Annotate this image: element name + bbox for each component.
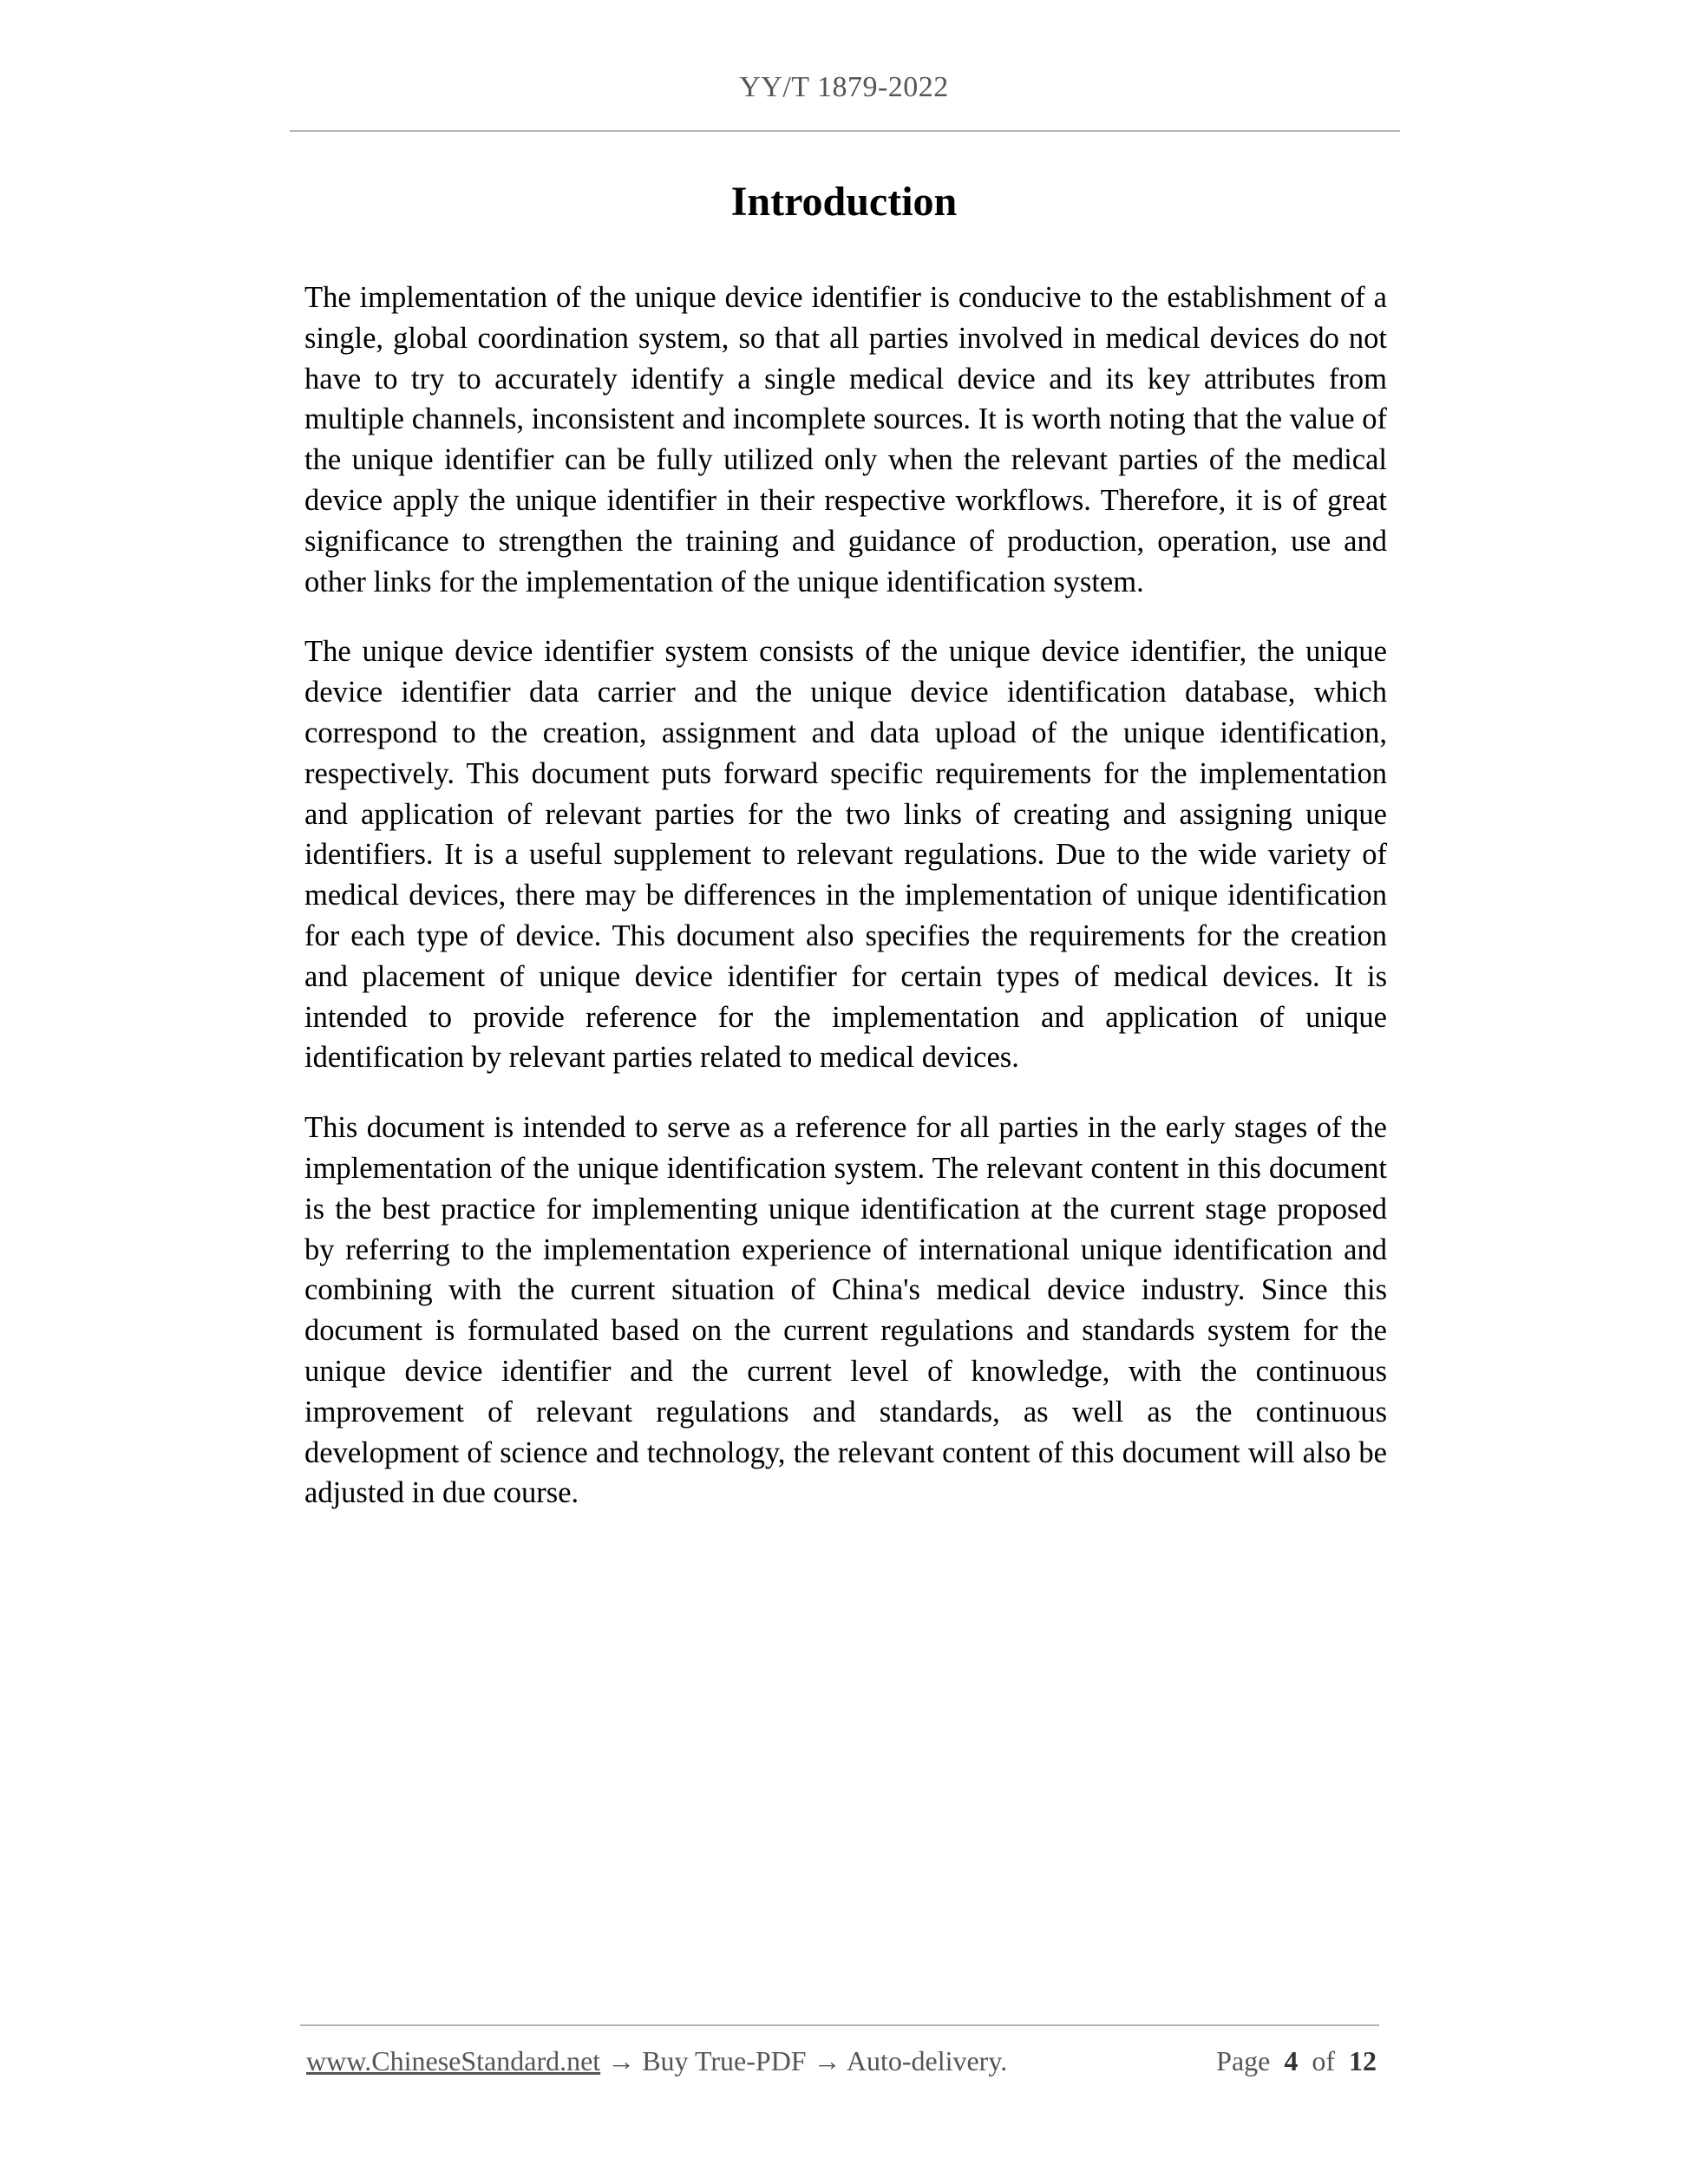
footer-promo: [306, 2045, 1007, 2077]
total-pages-number: 12: [1349, 2045, 1377, 2076]
paragraph-3: This document is intended to serve as a reference for all parties in the early stages of the implementation of the unique identification system. The relevant content in this document is the best practice for implementing unique identification at the current stage proposed by referring to the implementation experience of international unique identification and combining with the current situation of China's medical device industry. Since this document is formulated based on the current regulations and standards system for the unique device identifier and the current level of knowledge, with the continuous improvement of relevant regulations and standards, as well as the continuous development of science and technology, the relevant content of this document will also be adjusted in due course.: [304, 1111, 1387, 1510]
arrow-right-icon: →: [607, 2045, 636, 2076]
section-title: Introduction: [730, 179, 958, 225]
current-page-number: 4: [1284, 2045, 1299, 2076]
page-label: Page: [1216, 2045, 1271, 2076]
paragraph-2: The unique device identifier system consists of the unique device identifier, the unique device identifier data carrier and the unique device identification database, which correspond to the creation, assignment and data upload of the unique identification, respectively. This document puts forward specific requirements for the implementation and application of relevant parties for the two links of creating and assigning unique identifiers. It is a useful supplement to relevant regulations. Due to the wide variety of medical devices, there may be differences in the implementation of unique identification for each type of device. This document also specifies the requirements for the creation and placement of unique device identifier for certain types of medical devices. It is intended to provide reference for the implementation and application of unique identification by relevant parties related to medical devices.: [304, 635, 1387, 1075]
paragraph-1: The implementation of the unique device identifier is conducive to the establishment of a single, global coordination system, so that all parties involved in medical devices do not have to try to accurately identify a single medical device and its key attributes from multiple channels, inconsistent and incomplete sources. It is worth noting that the value of the unique identifier can be fully utilized only when the relevant parties of the medical device apply the unique identifier in their respective workflows. Therefore, it is of great significance to strengthen the training and guidance of production, operation, use and other links for the implementation of the unique identification system.: [304, 281, 1387, 598]
buy-pdf-text: Buy True-PDF: [642, 2045, 807, 2076]
of-label: of: [1312, 2045, 1335, 2076]
auto-delivery-text: Auto-delivery.: [846, 2045, 1008, 2076]
page-indicator: [1216, 2045, 1377, 2077]
footer-divider: [300, 2024, 1379, 2026]
header-divider: [290, 130, 1400, 132]
chinesestandard-link[interactable]: www.ChineseStandard.net: [306, 2045, 601, 2076]
document-code-header: YY/T 1879-2022: [739, 71, 949, 103]
arrow-right-icon: →: [813, 2045, 841, 2076]
introduction-body: [304, 278, 1387, 1543]
